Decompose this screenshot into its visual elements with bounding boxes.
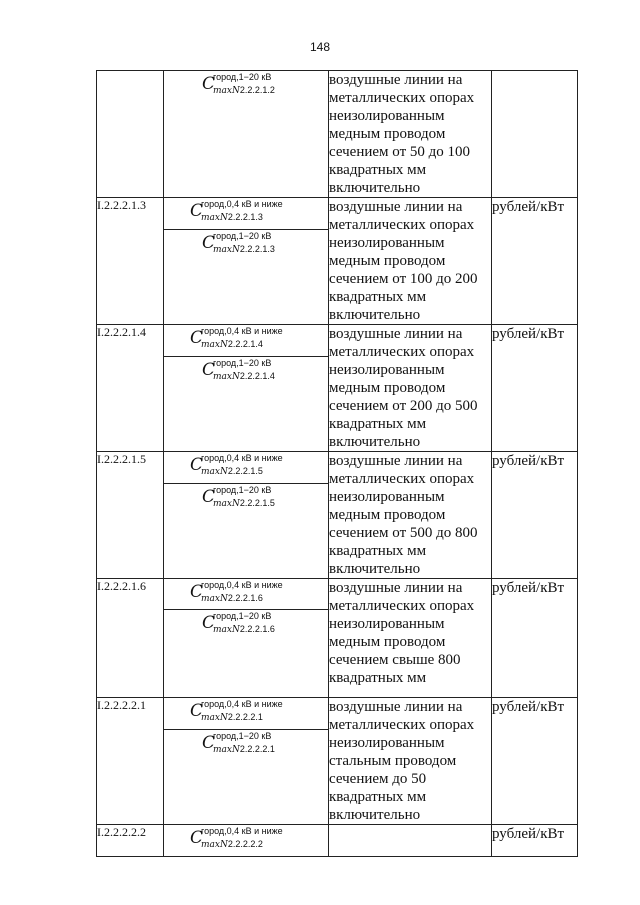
formula-subscript-number: 2.2.2.1.3 — [239, 244, 275, 254]
formula-superscript: город,1−20 кВ — [213, 731, 272, 741]
formula-subscript — [201, 212, 263, 223]
formula-symbol: C — [202, 360, 216, 380]
formula-subscript — [213, 371, 275, 382]
formula-superscript: город,0,4 кВ и ниже — [201, 326, 283, 336]
description-line: металлических опорах — [329, 471, 475, 487]
description-line: включительно — [329, 807, 421, 823]
formula-superscript: город,1−20 кВ — [213, 611, 272, 621]
formula-subscript — [201, 712, 263, 723]
formula-subscript-number: 2.2.2.1.5 — [239, 498, 275, 508]
description-line: неизолированным — [329, 235, 445, 251]
formula-subscript-number: 2.2.2.1.6 — [239, 624, 275, 634]
formula-expression — [190, 326, 283, 350]
description-line: металлических опорах — [329, 717, 475, 733]
formula-subscript — [213, 744, 275, 755]
formula-subscript — [201, 466, 263, 477]
tariff-table-body — [97, 71, 578, 857]
formula-superscript: город,0,4 кВ и ниже — [201, 199, 283, 209]
formula-subscript-prefix: maxN — [201, 340, 228, 350]
description-line: включительно — [329, 434, 421, 450]
formula-cell — [164, 357, 329, 452]
description-cell — [329, 71, 492, 198]
description-line: неизолированным — [329, 489, 445, 505]
description-cell — [329, 698, 492, 825]
formula-cell — [164, 698, 329, 730]
formula — [164, 825, 328, 855]
tariff-table — [96, 70, 578, 857]
formula — [164, 230, 328, 260]
table-row — [97, 452, 578, 484]
formula-cell — [164, 484, 329, 579]
formula-symbol: C — [202, 74, 216, 94]
formula-subscript — [213, 624, 275, 635]
formula-cell — [164, 610, 329, 698]
row-code-cell: I.2.2.2.1.4 — [97, 325, 164, 452]
description-line: включительно — [329, 307, 421, 323]
formula-expression — [190, 580, 283, 604]
unit-cell — [492, 71, 578, 198]
description-line: стальным проводом — [329, 753, 457, 769]
row-code-cell: I.2.2.2.1.3 — [97, 198, 164, 325]
formula-cell — [164, 198, 329, 230]
formula-subscript-prefix: maxN — [213, 745, 240, 755]
formula-subscript-number: 2.2.2.2.1 — [227, 712, 263, 722]
description-line: сечением от 500 до 800 — [329, 525, 478, 541]
formula-subscript-number: 2.2.2.1.6 — [227, 593, 263, 603]
description-line: квадратных мм — [329, 162, 427, 178]
formula-expression — [202, 611, 275, 635]
description-line: неизолированным — [329, 362, 445, 378]
table-row — [97, 698, 578, 730]
formula-symbol: C — [202, 613, 216, 633]
formula — [164, 610, 328, 640]
description-line: металлических опорах — [329, 598, 475, 614]
description-line: включительно — [329, 180, 421, 196]
description-line: металлических опорах — [329, 217, 475, 233]
description-line: воздушные линии на — [329, 326, 463, 342]
table-row — [97, 579, 578, 610]
formula-subscript-prefix: maxN — [213, 372, 240, 382]
formula-cell — [164, 825, 329, 857]
formula-expression — [202, 72, 275, 96]
formula-expression — [202, 485, 275, 509]
formula-superscript: город,0,4 кВ и ниже — [201, 826, 283, 836]
formula-subscript-number: 2.2.2.1.4 — [239, 371, 275, 381]
formula-cell — [164, 579, 329, 610]
formula-superscript: город,1−20 кВ — [213, 231, 272, 241]
formula-symbol: C — [202, 487, 216, 507]
formula-cell — [164, 71, 329, 198]
description-line: сечением свыше 800 — [329, 652, 461, 668]
formula — [164, 71, 328, 101]
formula-subscript-prefix: maxN — [201, 713, 228, 723]
description-line: воздушные линии на — [329, 72, 463, 88]
formula-subscript-number: 2.2.2.1.5 — [227, 466, 263, 476]
formula-subscript — [213, 244, 275, 255]
table-row — [97, 71, 578, 198]
description-cell — [329, 198, 492, 325]
row-code-cell: I.2.2.2.2.2 — [97, 825, 164, 857]
description-line: воздушные линии на — [329, 580, 463, 596]
formula-cell — [164, 230, 329, 325]
formula-expression — [202, 731, 275, 755]
unit-cell: рублей/кВт — [492, 198, 578, 325]
unit-cell: рублей/кВт — [492, 698, 578, 825]
formula-expression — [190, 453, 283, 477]
description-line: металлических опорах — [329, 90, 475, 106]
formula-superscript: город,0,4 кВ и ниже — [201, 699, 283, 709]
description-cell — [329, 325, 492, 452]
description-cell — [329, 825, 492, 857]
formula-expression — [190, 826, 283, 850]
description-line: сечением до 50 — [329, 771, 427, 787]
formula-expression — [190, 199, 283, 223]
formula-superscript: город,1−20 кВ — [213, 72, 272, 82]
description-line: медным проводом — [329, 380, 446, 396]
formula-subscript-prefix: maxN — [213, 625, 240, 635]
formula-expression — [190, 699, 283, 723]
description-line: медным проводом — [329, 634, 446, 650]
formula-subscript-prefix: maxN — [201, 840, 228, 850]
formula-symbol: C — [190, 828, 204, 848]
formula — [164, 730, 328, 760]
description-line: металлических опорах — [329, 344, 475, 360]
description-line: медным проводом — [329, 253, 446, 269]
description-line: сечением от 200 до 500 — [329, 398, 478, 414]
formula-subscript-prefix: maxN — [213, 499, 240, 509]
formula-superscript: город,1−20 кВ — [213, 485, 272, 495]
formula-subscript — [201, 839, 263, 850]
formula-subscript-number: 2.2.2.1.3 — [227, 212, 263, 222]
formula-symbol: C — [202, 233, 216, 253]
formula-subscript-prefix: maxN — [213, 86, 240, 96]
row-code-cell: I.2.2.2.1.6 — [97, 579, 164, 698]
formula-expression — [202, 231, 275, 255]
description-line: квадратных мм — [329, 789, 427, 805]
unit-cell: рублей/кВт — [492, 579, 578, 698]
formula-symbol: C — [190, 582, 204, 602]
formula-subscript — [201, 593, 263, 604]
description-line: сечением от 100 до 200 — [329, 271, 478, 287]
formula — [164, 357, 328, 387]
formula-symbol: C — [202, 733, 216, 753]
formula-subscript-prefix: maxN — [201, 467, 228, 477]
description-line: включительно — [329, 561, 421, 577]
description-line: воздушные линии на — [329, 699, 463, 715]
formula-subscript-prefix: maxN — [201, 594, 228, 604]
description-line: медным проводом — [329, 507, 446, 523]
formula-superscript: город,0,4 кВ и ниже — [201, 453, 283, 463]
description-line: медным проводом — [329, 126, 446, 142]
formula-subscript-number: 2.2.2.1.2 — [239, 85, 275, 95]
formula-symbol: C — [190, 328, 204, 348]
formula — [164, 325, 328, 355]
formula-superscript: город,1−20 кВ — [213, 358, 272, 368]
description-line: квадратных мм — [329, 543, 427, 559]
formula-subscript — [213, 498, 275, 509]
unit-cell: рублей/кВт — [492, 825, 578, 857]
formula-subscript-prefix: maxN — [213, 245, 240, 255]
table-row — [97, 198, 578, 230]
unit-cell: рублей/кВт — [492, 452, 578, 579]
description-line: неизолированным — [329, 735, 445, 751]
formula-cell — [164, 452, 329, 484]
unit-cell: рублей/кВт — [492, 325, 578, 452]
description-cell — [329, 452, 492, 579]
formula — [164, 484, 328, 514]
formula — [164, 579, 328, 609]
formula-subscript-number: 2.2.2.1.4 — [227, 339, 263, 349]
table-row — [97, 825, 578, 857]
formula-subscript-prefix: maxN — [201, 213, 228, 223]
formula-subscript — [201, 339, 263, 350]
table-row — [97, 325, 578, 357]
formula — [164, 698, 328, 728]
description-line: квадратных мм — [329, 670, 427, 686]
description-line: квадратных мм — [329, 289, 427, 305]
formula-expression — [202, 358, 275, 382]
description-line: неизолированным — [329, 108, 445, 124]
formula-subscript-number: 2.2.2.2.2 — [227, 839, 263, 849]
formula-symbol: C — [190, 455, 204, 475]
formula-symbol: C — [190, 701, 204, 721]
description-line: неизолированным — [329, 616, 445, 632]
formula-subscript-number: 2.2.2.2.1 — [239, 744, 275, 754]
description-line: квадратных мм — [329, 416, 427, 432]
row-code-cell — [97, 71, 164, 198]
description-line: сечением от 50 до 100 — [329, 144, 471, 160]
formula — [164, 452, 328, 482]
description-cell — [329, 579, 492, 698]
formula-cell — [164, 325, 329, 357]
formula-subscript — [213, 85, 275, 96]
formula-superscript: город,0,4 кВ и ниже — [201, 580, 283, 590]
formula — [164, 198, 328, 228]
row-code-cell: I.2.2.2.1.5 — [97, 452, 164, 579]
formula-cell — [164, 730, 329, 825]
description-line: воздушные линии на — [329, 199, 463, 215]
formula-symbol: C — [190, 201, 204, 221]
row-code-cell: I.2.2.2.2.1 — [97, 698, 164, 825]
description-line: воздушные линии на — [329, 453, 463, 469]
page-number: 148 — [309, 40, 331, 54]
